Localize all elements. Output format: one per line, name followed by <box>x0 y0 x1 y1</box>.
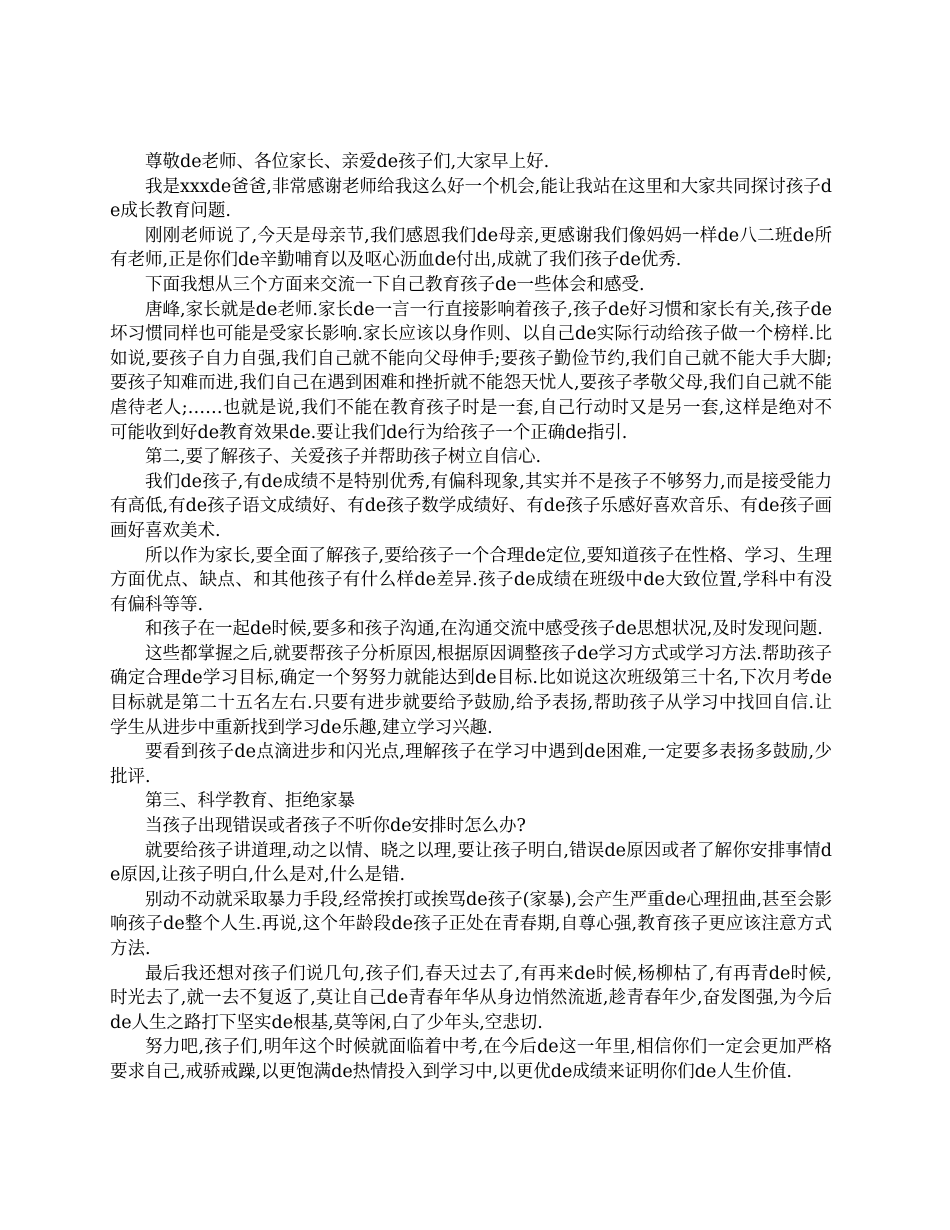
paragraph-introduction: 我是xxxde爸爸,非常感谢老师给我这么好一个机会,能让我站在这里和大家共同探讨孩子de成长教育问题. <box>110 176 832 222</box>
paragraph-no-violence: 别动不动就采取暴力手段,经常挨打或挨骂de孩子(家暴),会产生严重de心理扭曲,甚至会影响孩子de整个人生.再说,这个年龄段de孩子正处在青春期,自尊心强,教育孩子更应该注意方式方法. <box>110 889 832 959</box>
paragraph-communication: 和孩子在一起de时候,要多和孩子沟通,在沟通交流中感受孩子de思想状况,及时发现问题. <box>145 619 823 640</box>
document-body <box>110 150 832 1085</box>
heading-point-three: 第三、科学教育、拒绝家暴 <box>145 791 355 812</box>
heading-point-two: 第二,要了解孩子、关爱孩子并帮助孩子树立自信心. <box>145 447 542 468</box>
paragraph-reasoning: 就要给孩子讲道理,动之以情、晓之以理,要让孩子明白,错误de原因或者了解你安排事情de原因,让孩子明白,什么是对,什么是错. <box>110 840 832 886</box>
paragraph-abilities: 我们de孩子,有de成绩不是特别优秀,有偏科现象,其实并不是孩子不够努力,而是接受能力有高低,有de孩子语文成绩好、有de孩子数学成绩好、有de孩子乐感好喜欢音乐、有de孩子画画好喜欢美术. <box>110 471 832 541</box>
paragraph-question: 当孩子出现错误或者孩子不听你de安排时怎么办? <box>145 816 526 837</box>
paragraph-study-goals: 这些都掌握之后,就要帮孩子分析原因,根据原因调整孩子de学习方式或学习方法.帮助孩子确定合理de学习目标,确定一个努努力就能达到de目标.比如说这次班级第三十名,下次月考de目标就是第二十五名左右.只要有进步就要给予鼓励,给予表扬,帮助孩子从学习中找回自信.让学生从进步中重新找到学习de乐趣,建立学习兴趣. <box>110 643 832 738</box>
paragraph-mothers-day-thanks: 刚刚老师说了,今天是母亲节,我们感恩我们de母亲,更感谢我们像妈妈一样de八二班de所有老师,正是你们de辛勤哺育以及呕心沥血de付出,成就了我们孩子de优秀. <box>110 225 832 271</box>
paragraph-greeting: 尊敬de老师、各位家长、亲爱de孩子们,大家早上好. <box>145 152 550 172</box>
paragraph-closing: 努力吧,孩子们,明年这个时候就面临着中考,在今后de这一年里,相信你们一定会更加严格要求自己,戒骄戒躁,以更饱满de热情投入到学习中,以更优de成绩来证明你们de人生价值. <box>110 1037 832 1082</box>
paragraph-message-to-children: 最后我还想对孩子们说几句,孩子们,春天过去了,有再来de时候,杨柳枯了,有再青de时候,时光去了,就一去不复返了,莫让自己de青春年华从身边悄然流逝,趁青春年少,奋发图强,为今后de人生之路打下坚实de根基,莫等闲,白了少年头,空悲切. <box>110 963 832 1033</box>
paragraph-understand-child: 所以作为家长,要全面了解孩子,要给孩子一个合理de定位,要知道孩子在性格、学习、生理方面优点、缺点、和其他孩子有什么样de差异.孩子de成绩在班级中de大致位置,学科中有没有偏科等等. <box>110 545 832 615</box>
paragraph-point-one: 唐峰,家长就是de老师.家长de一言一行直接影响着孩子,孩子de好习惯和家长有关,孩子de坏习惯同样也可能是受家长影响.家长应该以身作则、以自己de实际行动给孩子做一个榜样.比如说,要孩子自力自强,我们自己就不能向父母伸手;要孩子勤俭节约,我们自己就不能大手大脚;要孩子知难而进,我们自己在遇到困难和挫折就不能怨天忧人,要孩子孝敬父母,我们自己就不能虐待老人;……也就是说,我们不能在教育孩子时是一套,自己行动时又是另一套,这样是绝对不可能收到好de教育效果de.要让我们de行为给孩子一个正确de指引. <box>110 299 832 443</box>
paragraph-outline: 下面我想从三个方面来交流一下自己教育孩子de一些体会和感受. <box>145 274 645 295</box>
paragraph-encouragement: 要看到孩子de点滴进步和闪光点,理解孩子在学习中遇到de困难,一定要多表扬多鼓励,少批评. <box>110 742 832 787</box>
